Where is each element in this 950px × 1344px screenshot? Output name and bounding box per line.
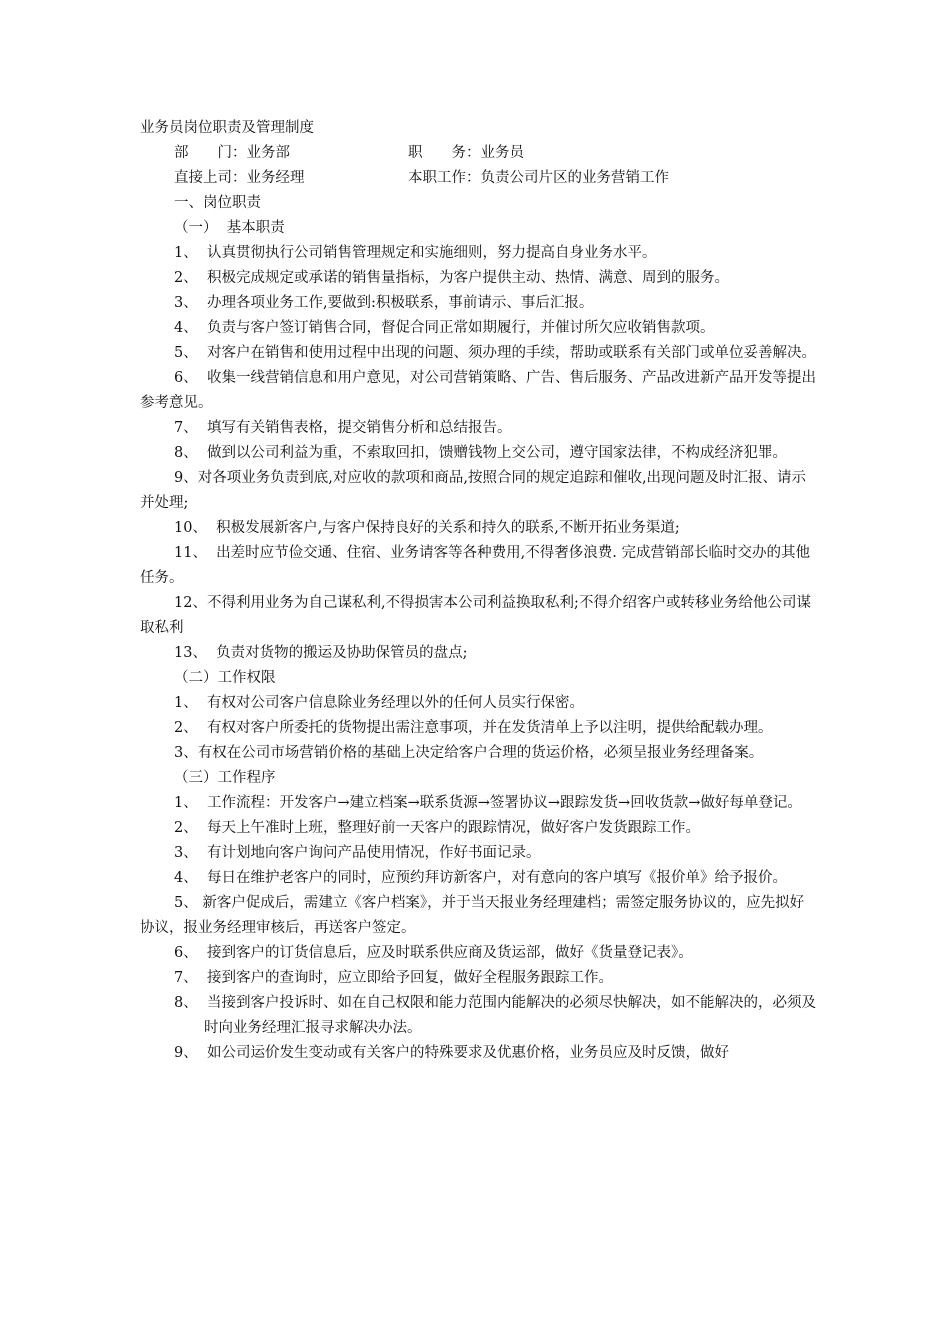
list-item: 12、不得利用业务为自己谋私利,不得损害本公司利益换取私利;不得介绍客户或转移业务给他公司谋取私利 (140, 595, 811, 636)
document-title: 业务员岗位职责及管理制度 (140, 120, 314, 136)
meta-row-1 (140, 141, 816, 166)
list-item: 8、 做到以公司利益为重，不索取回扣，馈赠钱物上交公司，遵守国家法律，不构成经济犯罪。 (174, 445, 787, 461)
authority-list (140, 691, 816, 766)
list-item: 1、 工作流程：开发客户→建立档案→联系货源→签署协议→跟踪发货→回收货款→做好每单登记。 (174, 795, 802, 811)
list-item: 2、 每天上午准时上班，整理好前一天客户的跟踪情况，做好客户发货跟踪工作。 (174, 820, 700, 836)
list-item: 2、 有权对客户所委托的货物提出需注意事项，并在发货清单上予以注明，提供给配载办理。 (174, 720, 773, 736)
basic-duties-list (140, 241, 816, 666)
list-item: 6、 收集一线营销信息和用户意见，对公司营销策略、广告、售后服务、产品改进新产品开发等提出参考意见。 (140, 370, 816, 411)
list-item: 1、 有权对公司客户信息除业务经理以外的任何人员实行保密。 (174, 695, 584, 711)
position-field: 职 务：业务员 (408, 145, 524, 161)
list-item: 5、 对客户在销售和使用过程中出现的问题、须办理的手续，帮助或联系有关部门或单位妥善解决。 (174, 345, 816, 361)
document-body (140, 116, 816, 1066)
list-item: 7、 接到客户的查询时，应立即给予回复，做好全程服务跟踪工作。 (174, 970, 613, 986)
list-item: 6、 接到客户的订货信息后，应及时联系供应商及货运部，做好《货量登记表》。 (174, 945, 693, 961)
list-item: 4、 每日在维护老客户的同时，应预约拜访新客户，对有意向的客户填写《报价单》给予报价。 (174, 870, 787, 886)
meta-row-2 (140, 166, 816, 191)
list-item: 3、 办理各项业务工作,要做到:积极联系，事前请示、事后汇报。 (174, 295, 594, 311)
list-item: 10、 积极发展新客户,与客户保持良好的关系和持久的联系,不断开拓业务渠道; (174, 520, 680, 536)
list-item: 5、 新客户促成后，需建立《客户档案》，并于当天报业务经理建档；需签定服务协议的，应先拟好协议，报业务经理审核后，再送客户签定。 (140, 895, 805, 936)
list-item: 13、 负责对货物的搬运及协助保管员的盘点; (174, 645, 468, 661)
subsection-heading-authority: （二）工作权限 (174, 670, 276, 686)
list-item: 1、 认真贯彻执行公司销售管理规定和实施细则，努力提高自身业务水平。 (174, 245, 657, 261)
section-heading: 一、岗位职责 (174, 195, 261, 211)
list-item: 3、有权在公司市场营销价格的基础上决定给客户合理的货运价格，必须呈报业务经理备案。 (174, 745, 764, 761)
department-field: 部 门：业务部 (174, 145, 290, 161)
list-item: 4、 负责与客户签订销售合同，督促合同正常如期履行，并催讨所欠应收销售款项。 (174, 320, 715, 336)
list-item: 2、 积极完成规定或承诺的销售量指标，为客户提供主动、热情、满意、周到的服务。 (174, 270, 729, 286)
list-item: 9、对各项业务负责到底,对应收的款项和商品,按照合同的规定追踪和催收,出现问题及时汇报、请示并处理; (140, 470, 807, 511)
subsection-heading-basic: （一） 基本职责 (174, 220, 285, 236)
job-field: 本职工作：负责公司片区的业务营销工作 (408, 170, 669, 186)
list-item: 8、 当接到客户投诉时、如在自己权限和能力范围内能解决的必须尽快解决，如不能解决的，必须及时向业务经理汇报寻求解决办法。 (174, 995, 816, 1036)
subsection-heading-procedure: （三）工作程序 (174, 770, 276, 786)
procedure-list (140, 791, 816, 1066)
list-item: 3、 有计划地向客户询问产品使用情况，作好书面记录。 (174, 845, 541, 861)
list-item: 11、 出差时应节俭交通、住宿、业务请客等各种费用,不得奢侈浪费. 完成营销部长临时交办的其他任务。 (140, 545, 810, 586)
list-item: 9、 如公司运价发生变动或有关客户的特殊要求及优惠价格，业务员应及时反馈，做好 (174, 1045, 729, 1061)
supervisor-field: 直接上司：业务经理 (174, 170, 305, 186)
list-item: 7、 填写有关销售表格，提交销售分析和总结报告。 (174, 420, 512, 436)
